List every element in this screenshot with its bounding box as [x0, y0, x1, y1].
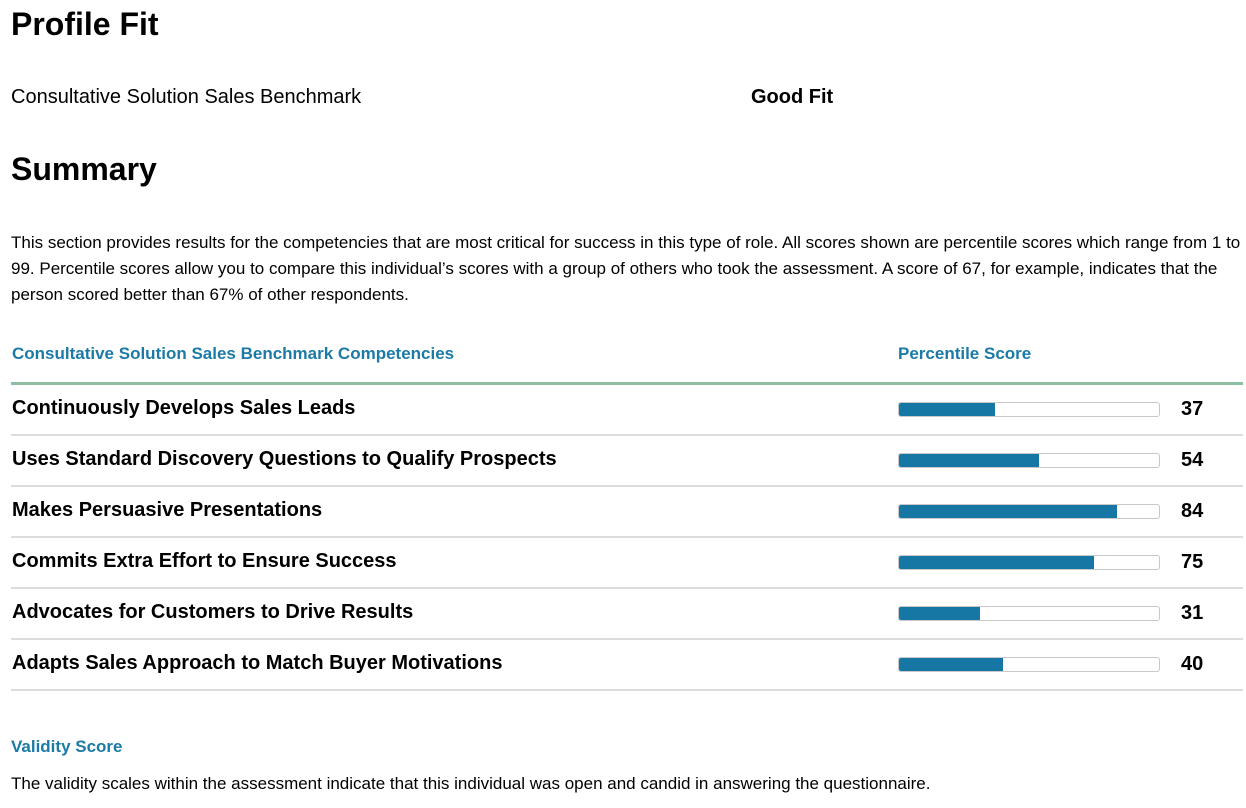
score-bar-track	[898, 504, 1160, 519]
competency-column-header: Consultative Solution Sales Benchmark Competencies	[12, 344, 455, 363]
summary-title: Summary	[11, 151, 157, 187]
validity-text: The validity scales within the assessment indicate that this individual was open and candid in answering the questionnaire.	[11, 774, 931, 793]
score-bar-fill	[899, 658, 1003, 671]
score-bar-fill	[899, 505, 1117, 518]
competency-label: Makes Persuasive Presentations	[12, 499, 323, 521]
percentile-score-value: 37	[1181, 398, 1204, 420]
competency-label: Advocates for Customers to Drive Results	[12, 601, 414, 623]
competency-label: Adapts Sales Approach to Match Buyer Motivations	[12, 652, 503, 674]
competency-label: Continuously Develops Sales Leads	[12, 397, 356, 419]
score-bar-track	[898, 606, 1160, 621]
score-bar-fill	[899, 454, 1039, 467]
percentile-score-value: 40	[1181, 653, 1204, 675]
competency-rows	[11, 385, 1243, 691]
profile-fit-title: Profile Fit	[11, 6, 159, 42]
competency-label: Commits Extra Effort to Ensure Success	[12, 550, 397, 572]
competency-row	[11, 538, 1243, 589]
percentile-score-value: 84	[1181, 500, 1204, 522]
percentile-score-value: 75	[1181, 551, 1204, 573]
fit-result: Good Fit	[751, 86, 834, 108]
competency-row	[11, 436, 1243, 487]
competency-row	[11, 487, 1243, 538]
summary-text: This section provides results for the competencies that are most critical for success in this type of role. All scores shown are percentile scores which range from 1 to 99. Percentile scores allow you to compare this individual’s scores with a group of others who took the assessment. A score of 67, for example, indicates that the person scored better than 67% of other respondents.	[11, 233, 1241, 304]
validity-title: Validity Score	[11, 737, 123, 756]
score-bar-fill	[899, 403, 995, 416]
percentile-score-value: 54	[1181, 449, 1204, 471]
score-bar-track	[898, 453, 1160, 468]
competency-table-header	[11, 342, 1243, 385]
score-column-header: Percentile Score	[898, 344, 1032, 363]
profile-fit-row	[11, 86, 1243, 112]
score-bar-track	[898, 555, 1160, 570]
score-bar-track	[898, 657, 1160, 672]
score-bar-fill	[899, 607, 980, 620]
score-bar-fill	[899, 556, 1094, 569]
competency-row	[11, 640, 1243, 691]
benchmark-name: Consultative Solution Sales Benchmark	[11, 86, 362, 108]
competency-row	[11, 589, 1243, 640]
percentile-score-value: 31	[1181, 602, 1204, 624]
competency-table	[11, 342, 1243, 691]
competency-label: Uses Standard Discovery Questions to Qualify Prospects	[12, 448, 557, 470]
score-bar-track	[898, 402, 1160, 417]
competency-row	[11, 385, 1243, 436]
